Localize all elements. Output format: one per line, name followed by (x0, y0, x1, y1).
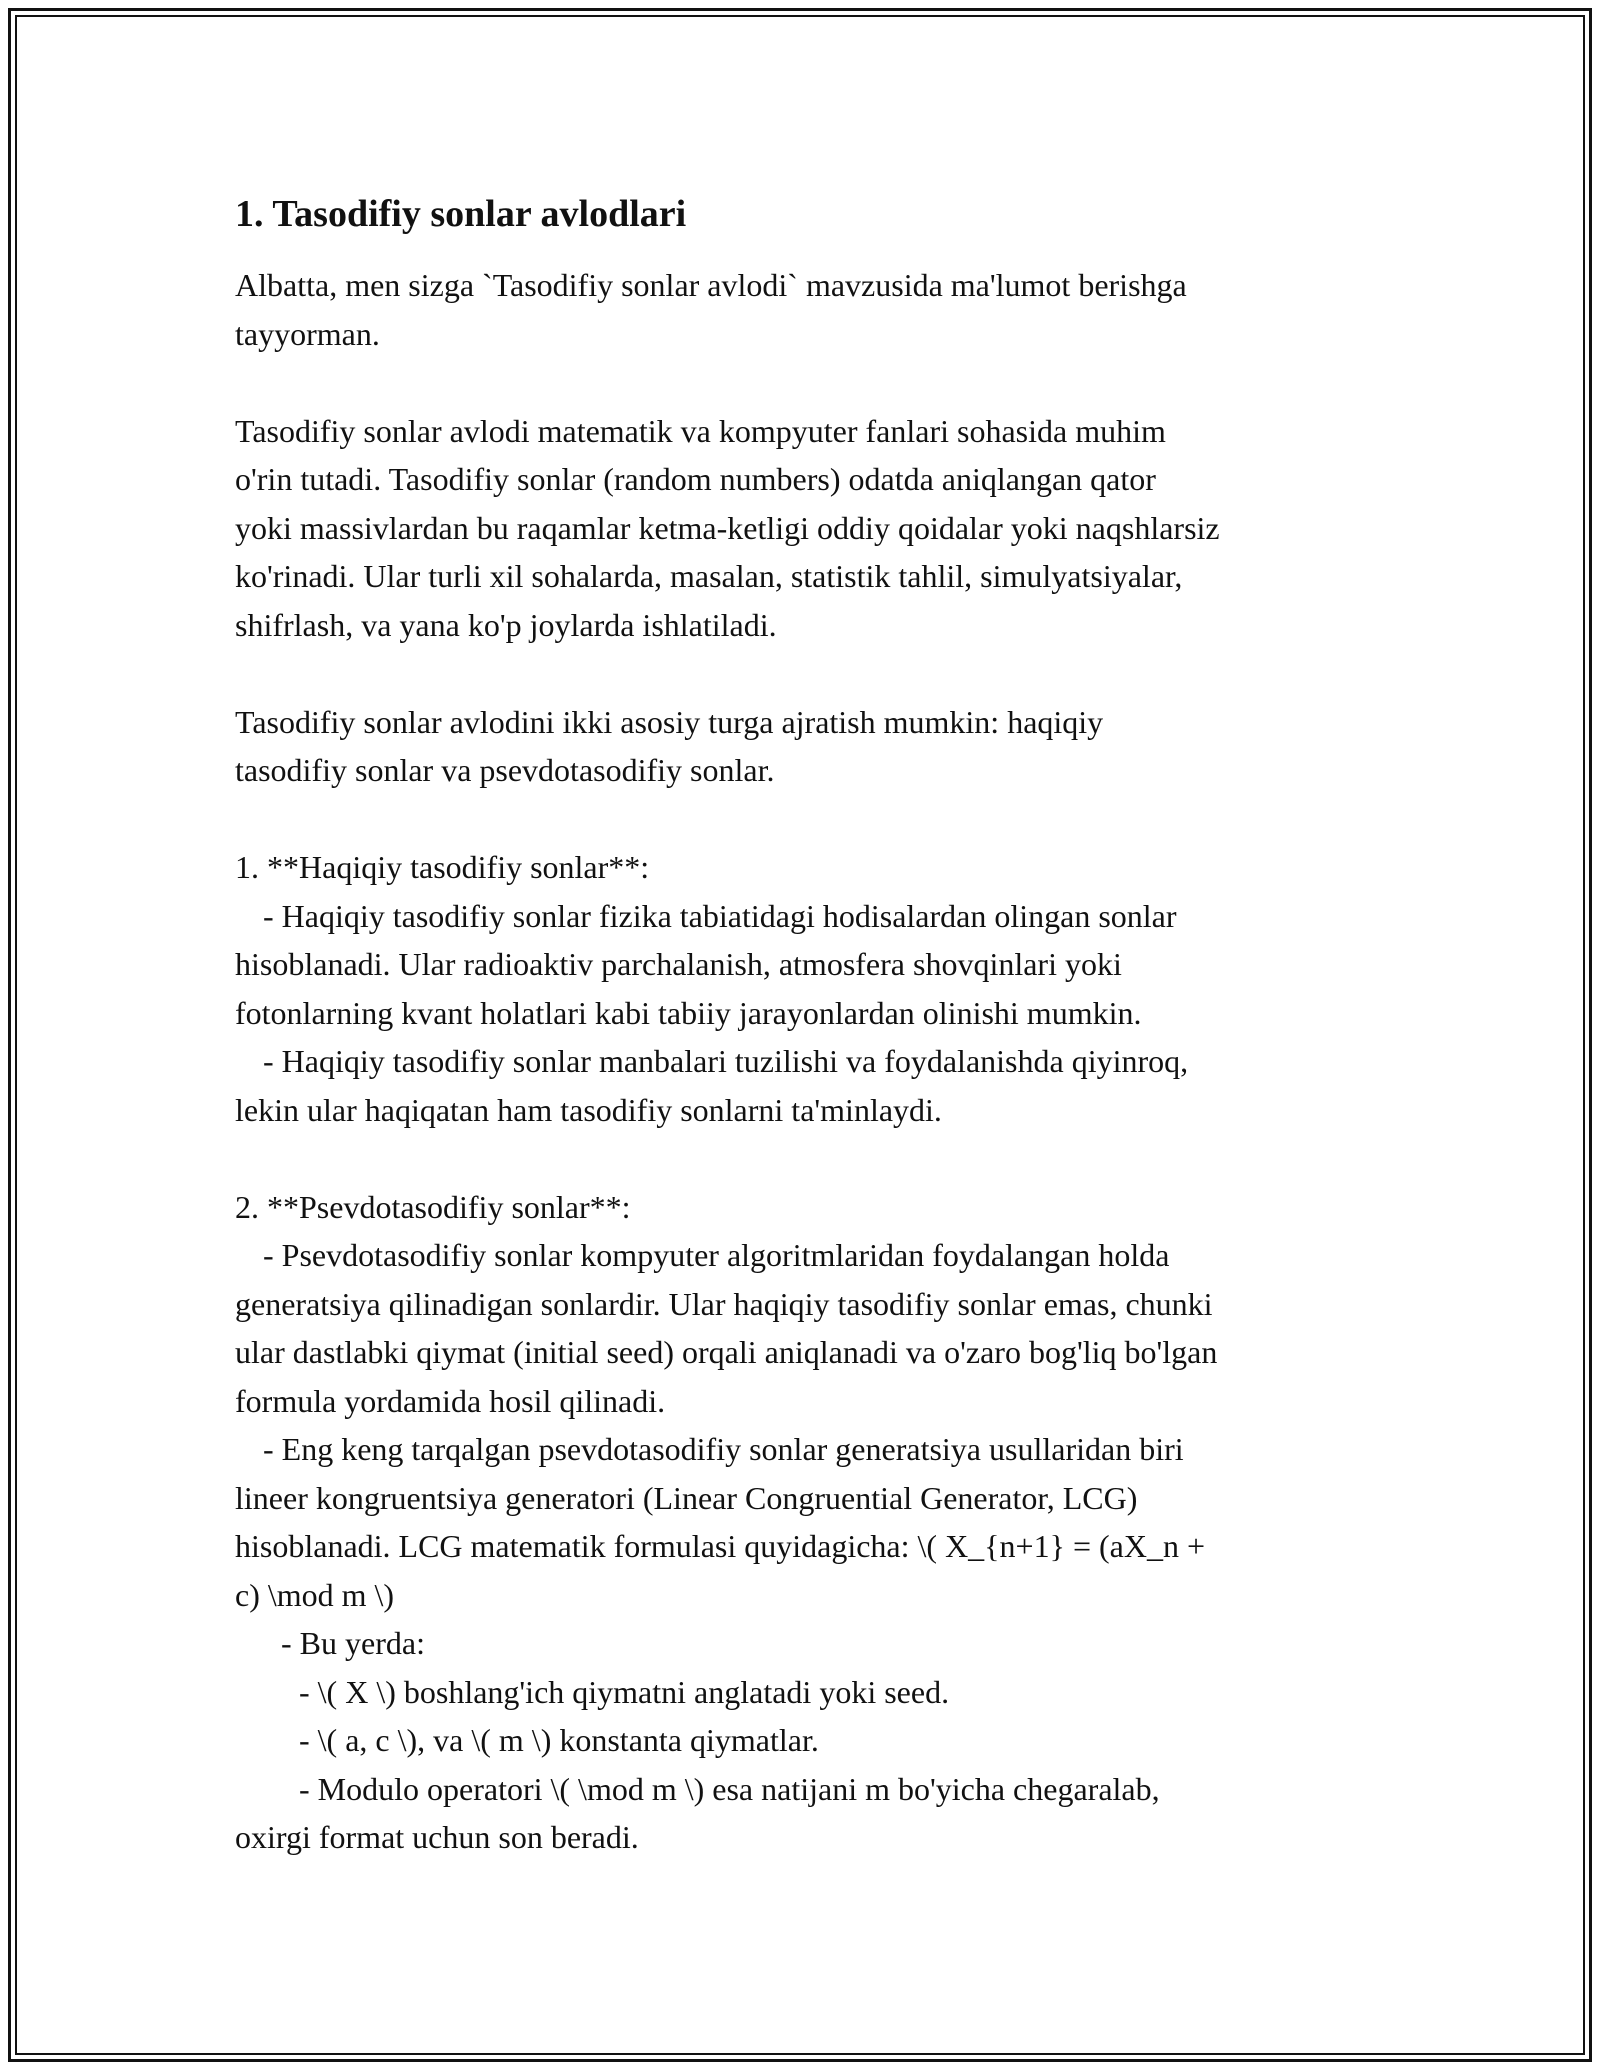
document-title: 1. Tasodifiy sonlar avlodlari (235, 193, 687, 235)
text-line: oxirgi format uchun son beradi. (235, 1819, 639, 1855)
text-line: c) \mod m \) (235, 1576, 395, 1613)
text-line: hisoblanadi. LCG matematik formulasi quyidagicha: \( X_{n+1} = (aX_n + (235, 1528, 1205, 1564)
text-line: tasodifiy sonlar va psevdotasodifiy sonlar. (235, 752, 775, 788)
text-line: Albatta, men sizga `Tasodifiy sonlar avlodi` mavzusida ma'lumot berishga (235, 267, 1187, 303)
overview-paragraph (235, 407, 1385, 650)
text-line: generatsiya qilinadigan sonlardir. Ular haqiqiy tasodifiy sonlar emas, chunki (235, 1285, 1213, 1322)
text-line: fotonlarning kvant holatlari kabi tabiiy jarayonlardan olinishi mumkin. (235, 994, 1142, 1031)
section-heading: 1. **Haqiqiy tasodifiy sonlar**: (235, 849, 650, 885)
text-line: Tasodifiy sonlar avlodi matematik va kompyuter fanlari sohasida muhim (235, 412, 1166, 449)
text-line: tayyorman. (235, 315, 380, 352)
text-line: lekin ular haqiqatan ham tasodifiy sonlarni ta'minlaydi. (235, 1091, 942, 1128)
list-item-line: - Eng keng tarqalgan psevdotasodifiy sonlar generatsiya usullaridan biri (263, 1431, 1184, 1467)
sub-list-item: - Modulo operatori \( \mod m \) esa natijani m bo'yicha chegaralab, (299, 1770, 1160, 1807)
section-pseudo-random (235, 1183, 1385, 1862)
text-line: ko'rinadi. Ular turli xil sohalarda, masalan, statistik tahlil, simulyatsiyalar, (235, 558, 1183, 594)
document-body (235, 188, 1385, 1862)
text-line: yoki massivlardan bu raqamlar ketma-ketligi oddiy qoidalar yoki naqshlarsiz (235, 509, 1220, 546)
intro-paragraph (235, 261, 1385, 358)
text-line: o'rin tutadi. Tasodifiy sonlar (random numbers) odatda aniqlangan qator (235, 461, 1156, 497)
text-line: hisoblanadi. Ular radioaktiv parchalanish, atmosfera shovqinlari yoki (235, 946, 1122, 982)
types-intro-paragraph (235, 698, 1385, 795)
section-heading: 2. **Psevdotasodifiy sonlar**: (235, 1188, 631, 1225)
text-line: formula yordamida hosil qilinadi. (235, 1382, 666, 1419)
text-line: ular dastlabki qiymat (initial seed) orqali aniqlanadi va o'zaro bog'liq bo'lgan (235, 1334, 1218, 1370)
list-item-line: - Psevdotasodifiy sonlar kompyuter algoritmlaridan foydalangan holda (263, 1237, 1170, 1273)
list-item-line: - Haqiqiy tasodifiy sonlar manbalari tuzilishi va foydalanishda qiyinroq, (263, 1043, 1189, 1079)
sub-list-item: - \( X \) boshlang'ich qiymatni anglatadi yoki seed. (299, 1673, 950, 1710)
sub-list-heading: - Bu yerda: (281, 1625, 425, 1661)
section-true-random (235, 843, 1385, 1134)
sub-list-item: - \( a, c \), va \( m \) konstanta qiymatlar. (299, 1722, 819, 1758)
text-line: lineer kongruentsiya generatori (Linear Congruential Generator, LCG) (235, 1479, 1138, 1516)
list-item-line: - Haqiqiy tasodifiy sonlar fizika tabiatidagi hodisalardan olingan sonlar (263, 897, 1177, 934)
text-line: Tasodifiy sonlar avlodini ikki asosiy turga ajratish mumkin: haqiqiy (235, 703, 1104, 740)
text-line: shifrlash, va yana ko'p joylarda ishlatiladi. (235, 606, 777, 643)
